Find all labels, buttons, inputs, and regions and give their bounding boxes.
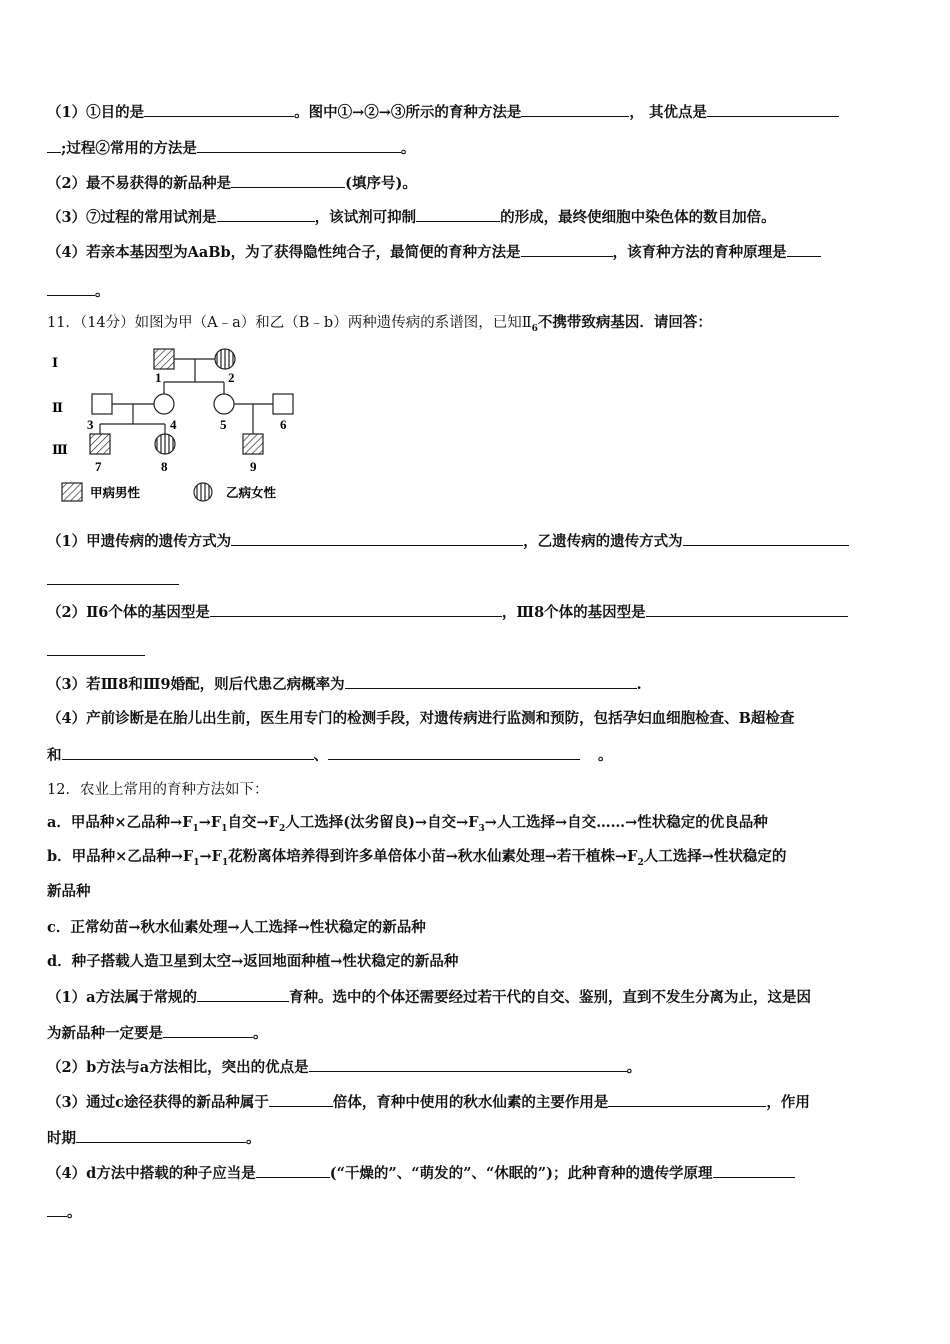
q11-p3a: （3）若Ⅲ8和Ⅲ9婚配，则后代患乙病概率为 <box>47 676 345 693</box>
blank[interactable] <box>163 1023 253 1038</box>
q11-p2a: （2）Ⅱ6个体的基因型是 <box>47 604 210 621</box>
q10-line1 <box>47 102 839 123</box>
q12-line2 <box>47 1057 641 1078</box>
blank[interactable] <box>231 173 345 188</box>
label-6: 6 <box>280 417 287 432</box>
gen-label-1: Ⅰ <box>52 355 59 370</box>
q11-p4a: （4）产前诊断是在胎儿出生前，医生用专门的检测手段，对遗传病进行监测和预防，包括孕妇血细胞检查、B超检查 <box>47 710 795 727</box>
blank[interactable] <box>62 745 314 760</box>
q11-p2b: ，Ⅲ8个体的基因型是 <box>501 604 646 621</box>
text: （4）d方法中搭载的种子应当是 <box>47 1165 256 1182</box>
label-8: 8 <box>161 459 168 474</box>
individual-2 <box>215 349 235 369</box>
individual-3 <box>92 394 112 414</box>
q11-p1a: （1）甲遗传病的遗传方式为 <box>47 533 232 550</box>
legend-label-a: 甲病男性 <box>90 486 141 500</box>
blank[interactable] <box>707 102 839 117</box>
text: 人工选择(汰劣留良)→自交→F <box>285 814 479 831</box>
sub: 1 <box>221 857 229 868</box>
blank[interactable] <box>76 1128 246 1143</box>
q10-p1c: ， 其优点是 <box>629 104 707 121</box>
q11-line2 <box>47 602 848 623</box>
q12-stem-text: 12．农业上常用的育种方法如下： <box>47 782 269 798</box>
text: 。 <box>246 1130 261 1147</box>
q10-p3c: 的形成，最终使细胞中染色体的数目加倍。 <box>500 209 776 226</box>
q11-line4b <box>47 745 613 766</box>
legend-swatch-b <box>194 483 212 501</box>
blank[interactable] <box>309 1057 627 1072</box>
q10-line4 <box>47 242 821 263</box>
individual-6 <box>273 394 293 414</box>
q10-line3 <box>47 207 776 228</box>
blank[interactable] <box>683 531 849 546</box>
q11-stem-b: 不携带致病基因．请回答： <box>537 314 712 331</box>
label-1: 1 <box>155 370 162 385</box>
label-7: 7 <box>95 459 102 474</box>
q10-p4b: ，该育种方法的育种原理是 <box>612 244 787 261</box>
q10-p1a: （1）①目的是 <box>47 104 145 121</box>
text: （2）b方法与a方法相比，突出的优点是 <box>47 1059 309 1076</box>
gen-label-3: Ⅲ <box>52 442 68 457</box>
q10-p4c: 。 <box>95 283 110 300</box>
q10-p3b: ，该试剂可抑制 <box>314 209 417 226</box>
q10-p4a: （4）若亲本基因型为AaBb，为了获得隐性纯合子，最简便的育种方法是 <box>47 244 521 261</box>
blank[interactable] <box>521 242 613 257</box>
sub: 3 <box>478 823 485 834</box>
blank[interactable] <box>47 138 61 153</box>
individual-1 <box>154 349 174 369</box>
q12-line4b <box>47 1202 82 1223</box>
legend-label-b: 乙病女性 <box>226 486 277 500</box>
individual-8 <box>155 434 175 454</box>
blank[interactable] <box>646 602 848 617</box>
q11-stem-sub: 6 <box>531 323 538 334</box>
text: b．甲品种×乙品种→F <box>47 848 194 865</box>
text: 为新品种一定要是 <box>47 1025 163 1042</box>
q12-line4 <box>47 1163 795 1184</box>
label-2: 2 <box>228 370 235 385</box>
q12-method-b-cont <box>47 882 91 902</box>
blank[interactable] <box>416 207 500 222</box>
q11-line3 <box>47 674 642 695</box>
blank[interactable] <box>608 1092 766 1107</box>
legend-swatch-a <box>62 483 82 501</box>
blank[interactable] <box>787 242 821 257</box>
blank[interactable] <box>197 138 401 153</box>
q11-line2b <box>47 641 145 662</box>
text: →F <box>198 814 222 831</box>
q12-stem <box>47 780 268 800</box>
q11-line4 <box>47 709 794 729</box>
text: ，作用 <box>766 1094 810 1111</box>
q10-p1e: 。 <box>400 140 416 157</box>
text: c．正常幼苗→秋水仙素处理→人工选择→性状稳定的新品种 <box>47 919 426 936</box>
text: 育种。选中的个体还需要经过若干代的自交、鉴别，直到不发生分离为止，这是因 <box>288 989 811 1006</box>
blank[interactable] <box>47 570 179 585</box>
q12-line1 <box>47 987 811 1008</box>
text: 。 <box>253 1025 268 1042</box>
blank[interactable] <box>345 674 637 689</box>
text: 人工选择→性状稳定的 <box>643 848 787 865</box>
q11-p4b: 和 <box>47 747 62 764</box>
blank[interactable] <box>269 1092 333 1107</box>
q10-p1b: 。图中①→②→③所示的育种方法是 <box>294 104 522 121</box>
label-4: 4 <box>170 417 177 432</box>
sub: 1 <box>193 857 200 868</box>
q11-line1b <box>47 570 179 591</box>
text: 倍体，育种中使用的秋水仙素的主要作用是 <box>332 1094 609 1111</box>
blank[interactable] <box>231 531 523 546</box>
blank[interactable] <box>144 102 294 117</box>
q10-p3a: （3）⑦过程的常用试剂是 <box>47 209 217 226</box>
label-3: 3 <box>87 417 94 432</box>
text: d．种子搭载人造卫星到太空→返回地面种植→性状稳定的新品种 <box>47 953 459 970</box>
blank[interactable] <box>217 207 315 222</box>
q12-line3b <box>47 1128 261 1149</box>
text: （3）通过c途径获得的新品种属于 <box>47 1094 269 1111</box>
q11-line1 <box>47 531 849 552</box>
q11-p1b: ，乙遗传病的遗传方式为 <box>523 533 683 550</box>
blank[interactable] <box>47 281 95 296</box>
text: 新品种 <box>47 883 91 900</box>
text: →人工选择→自交……→性状稳定的优良品种 <box>484 814 768 831</box>
label-5: 5 <box>220 417 227 432</box>
sub: 2 <box>637 857 644 868</box>
text: 花粉离体培养得到许多单倍体小苗→秋水仙素处理→若干植株→F <box>228 848 638 865</box>
label-9: 9 <box>250 459 257 474</box>
q12-method-c <box>47 918 426 938</box>
blank[interactable] <box>713 1163 795 1178</box>
text: 。 <box>626 1059 642 1076</box>
q10-p1d: ;过程②常用的方法是 <box>61 140 197 157</box>
q11-p4d: 。 <box>598 747 613 764</box>
individual-9 <box>243 434 263 454</box>
text: 。 <box>67 1204 82 1221</box>
text: (“干燥的”、“萌发的”、“休眠的”)；此种育种的遗传学原理 <box>329 1165 713 1182</box>
sub: 2 <box>278 823 286 834</box>
q12-method-d <box>47 952 458 972</box>
text: a．甲品种×乙品种→F <box>47 814 193 831</box>
q12-line3 <box>47 1092 810 1113</box>
blank[interactable] <box>197 987 289 1002</box>
q11-stem-a: 11．（14分）如图为甲（A﹣a）和乙（B﹣b）两种遗传病的系谱图，已知Ⅱ <box>47 315 532 331</box>
q11-p4c: 、 <box>313 747 328 764</box>
q11-p3b: . <box>636 676 642 693</box>
text: 自交→F <box>227 814 279 831</box>
q10-line2 <box>47 173 417 194</box>
q11-stem <box>47 313 712 339</box>
sub: 1 <box>221 823 228 834</box>
text: 时期 <box>47 1130 76 1147</box>
q10-line4b <box>47 281 110 302</box>
text: →F <box>199 848 222 865</box>
individual-5 <box>214 394 234 414</box>
pedigree-chart <box>40 340 320 510</box>
q10-p2a: （2）最不易获得的新品种是 <box>47 175 232 192</box>
individual-4 <box>154 394 174 414</box>
q10-p2b: (填序号)。 <box>345 175 417 192</box>
blank[interactable] <box>256 1163 330 1178</box>
text: （1）a方法属于常规的 <box>47 989 197 1006</box>
q12-method-b <box>47 847 786 873</box>
gen-label-2: Ⅱ <box>52 400 63 415</box>
sub: 1 <box>192 823 199 834</box>
individual-7 <box>90 434 110 454</box>
blank[interactable] <box>47 1202 67 1217</box>
q10-line1b <box>47 138 415 159</box>
blank[interactable] <box>521 102 629 117</box>
q12-method-a <box>47 813 768 839</box>
blank[interactable] <box>47 641 145 656</box>
blank[interactable] <box>210 602 502 617</box>
blank[interactable] <box>328 745 580 760</box>
q12-line1b <box>47 1023 268 1044</box>
